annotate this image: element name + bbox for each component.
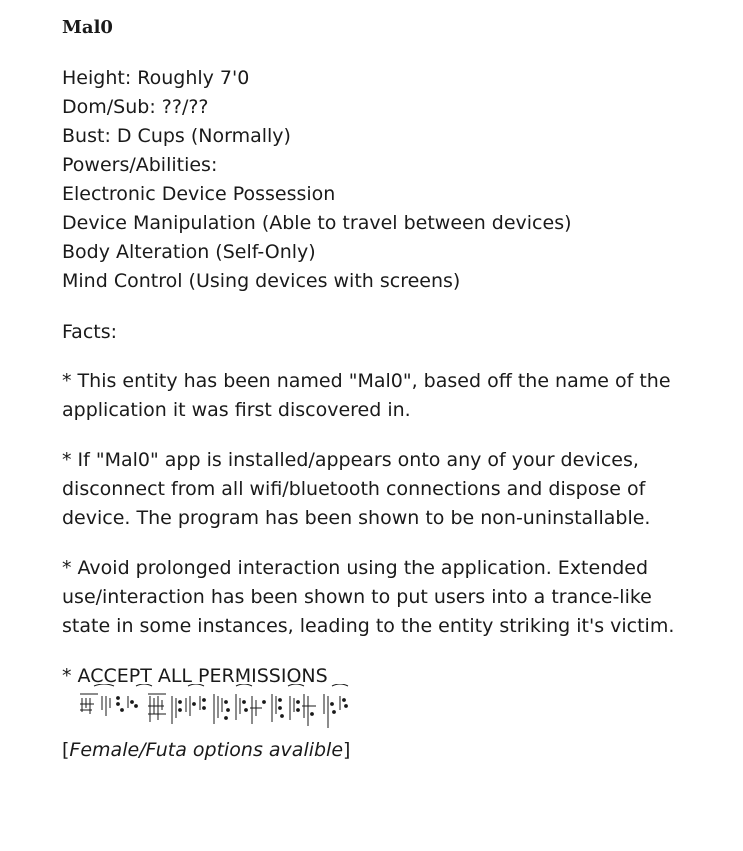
bust-line	[62, 122, 702, 151]
domsub-label: Dom/Sub	[62, 96, 150, 118]
ability-item: Mind Control (Using devices with screens)	[62, 270, 461, 292]
height-line	[62, 64, 702, 93]
fact-paragraph: * Avoid prolonged interaction using the application. Extended use/interaction has been shown to put users into a trance-like state in some instances, leading to the entity striking it's victim.	[62, 557, 675, 637]
options-text: Female/Futa options avalible	[69, 739, 344, 761]
facts-heading	[62, 318, 702, 347]
options-open-bracket: [	[62, 739, 70, 761]
height-label: Height	[62, 67, 125, 89]
fact-paragraph: * This entity has been named "Mal0", based off the name of the application it was first discovered in.	[62, 370, 671, 421]
domsub-line	[62, 93, 702, 122]
powers-line	[62, 151, 702, 180]
facts-label: Facts	[62, 321, 111, 343]
character-profile	[62, 14, 702, 765]
domsub-value: : ??/??	[149, 96, 209, 118]
options-note	[62, 736, 702, 765]
fact-paragraph: * If "Mal0" app is installed/appears onto any of your devices, disconnect from all wifi/bluetooth connections and dispose of device. The program has been shown to be non-uninstallable.	[62, 449, 651, 529]
options-close-bracket: ]	[343, 739, 351, 761]
ability-item: Electronic Device Possession	[62, 183, 336, 205]
height-value: : Roughly 7'0	[124, 67, 250, 89]
bust-label: Bust	[62, 125, 105, 147]
ability-item: Body Alteration (Self-Only)	[62, 241, 316, 263]
glitched-text-block	[62, 662, 702, 730]
bust-value: : D Cups (Normally)	[104, 125, 291, 147]
powers-colon: :	[210, 154, 218, 176]
ability-item: Device Manipulation (Able to travel between devices)	[62, 212, 572, 234]
powers-label: Powers/Abilities	[62, 154, 211, 176]
glitched-permissions-text: * ACCEPT ALL PERMISSIONS	[62, 665, 328, 687]
facts-colon: :	[110, 321, 118, 343]
page-title: Mal0	[62, 17, 113, 38]
